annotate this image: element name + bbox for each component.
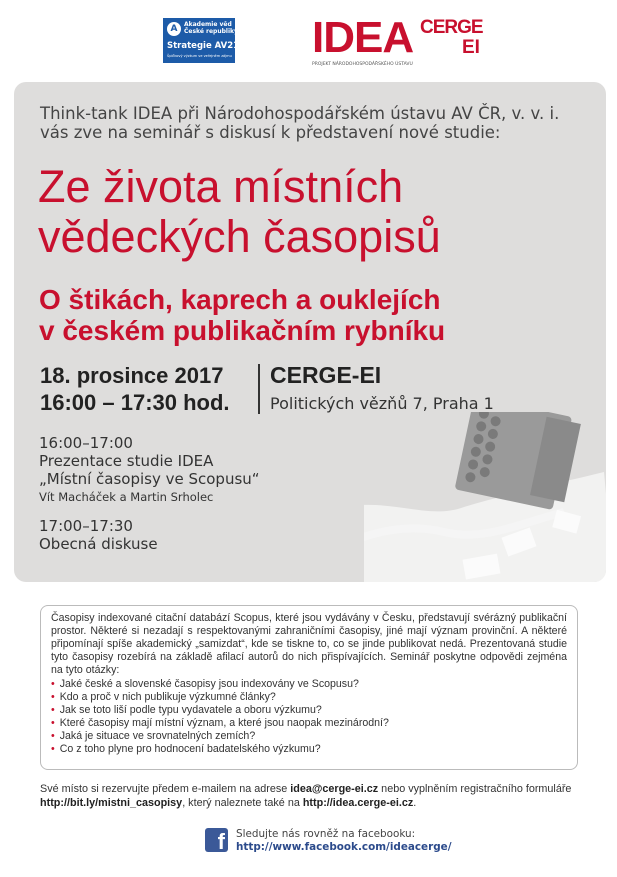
question-item: • Jaké české a slovenské časopisy jsou indexovány ve Scopusu?	[51, 678, 567, 691]
title-line-2: vědeckých časopisů	[38, 211, 441, 262]
event-venue: CERGE-EI	[270, 362, 382, 388]
registration-text: nebo vyplněním registračního formuláře	[378, 783, 572, 795]
facebook-link[interactable]: http://www.facebook.com/ideacerge/	[236, 841, 452, 853]
program-title: Obecná diskuse	[39, 535, 158, 553]
website-link[interactable]: http://idea.cerge-ei.cz	[302, 797, 414, 809]
question-item: • Které časopisy mají místní význam, a které jsou naopak mezinárodní?	[51, 717, 567, 730]
registration-text: .	[413, 797, 417, 809]
typewriter-illustration	[364, 412, 606, 582]
subtitle-line-2: v českém publikačním rybníku	[39, 315, 446, 346]
registration-text: Své místo si rezervujte předem e-mailem na adrese	[40, 783, 291, 795]
facebook-label: Sledujte nás rovněž na facebooku:	[236, 828, 416, 840]
event-address: Politických vězňů 7, Praha 1	[270, 394, 494, 413]
av-logo-line2: České republiky	[184, 28, 238, 35]
program-item	[39, 434, 260, 506]
event-date: 18. prosince 2017	[40, 363, 224, 388]
registration-text: , který naleznete také na	[182, 797, 303, 809]
av-logo-line1: Akademie věd	[184, 21, 232, 28]
program-time: 17:00–17:30	[39, 517, 133, 535]
question-item: • Kdo a proč v nich publikuje výzkumné články?	[51, 691, 567, 704]
question-item: • Co z toho plyne pro hodnocení badatelského výzkumu?	[51, 743, 567, 756]
event-datetime	[40, 362, 230, 416]
av-logo-tagline: Špičkový výzkum ve veřejném zájmu	[167, 54, 232, 58]
registration-info	[40, 782, 585, 810]
program-item	[39, 517, 158, 553]
event-title	[38, 162, 441, 262]
email-link[interactable]: idea@cerge-ei.cz	[290, 783, 379, 795]
program-subtitle: „Místní časopisy ve Scopusu“	[39, 470, 260, 488]
facebook-icon[interactable]: f	[205, 828, 228, 852]
event-subtitle	[39, 284, 445, 346]
subtitle-line-1: O štikách, kaprech a ouklejích	[39, 284, 441, 315]
questions-list	[51, 678, 567, 756]
akademie-ved-strategie-av21-logo	[163, 18, 240, 63]
invitation-line-1: Think-tank IDEA při Národohospodářském ústavu AV ČR, v. v. i.	[40, 104, 560, 123]
av-logo-mark: A	[167, 22, 181, 36]
program-speakers: Vít Macháček a Martin Srholec	[39, 490, 214, 504]
event-panel	[14, 82, 606, 582]
divider	[258, 364, 260, 414]
invitation-line-2: vás zve na seminář s diskusí k představení nové studie:	[40, 123, 501, 142]
event-time: 16:00 – 17:30 hod.	[40, 390, 230, 415]
idea-logo-subtitle: PROJEKT NÁRODOHOSPODÁŘSKÉHO ÚSTAVU	[312, 62, 413, 67]
description-text: Časopisy indexované citační databází Scopus, které jsou vydávány v Česku, představují svérázný publikační prostor. Některé si nezadají s respektovanými zahraničními časopisy, jiné mají význam provinční. A některé připomínají spíše akademický „samizdat“, kde se tiskne to, co se jinde publikovat nedá. Prezentovaná studie tyto časopisy rozebírá na základě afilací autorů do nich přispívajících. Seminář poskytne odpovědi zejména na tyto otázky:	[51, 612, 567, 676]
idea-logo-text: IDEA	[312, 13, 414, 62]
program-time: 16:00–17:00	[39, 434, 133, 452]
question-item: • Jak se toto liší podle typu vydavatele a oboru výzkumu?	[51, 704, 567, 717]
question-item: • Jaká je situace ve srovnatelných zemích?	[51, 730, 567, 743]
ei-logo-text: EI	[462, 37, 480, 58]
cerge-logo-text: CERGE	[420, 17, 483, 38]
title-line-1: Ze života místních	[38, 161, 404, 212]
description-box	[40, 605, 578, 770]
program-title: Prezentace studie IDEA	[39, 452, 214, 470]
idea-cerge-ei-logo	[312, 13, 497, 70]
facebook-info	[236, 828, 452, 854]
av-logo-title: Strategie AV21	[167, 41, 240, 51]
form-link[interactable]: http://bit.ly/mistni_casopisy	[40, 797, 183, 809]
